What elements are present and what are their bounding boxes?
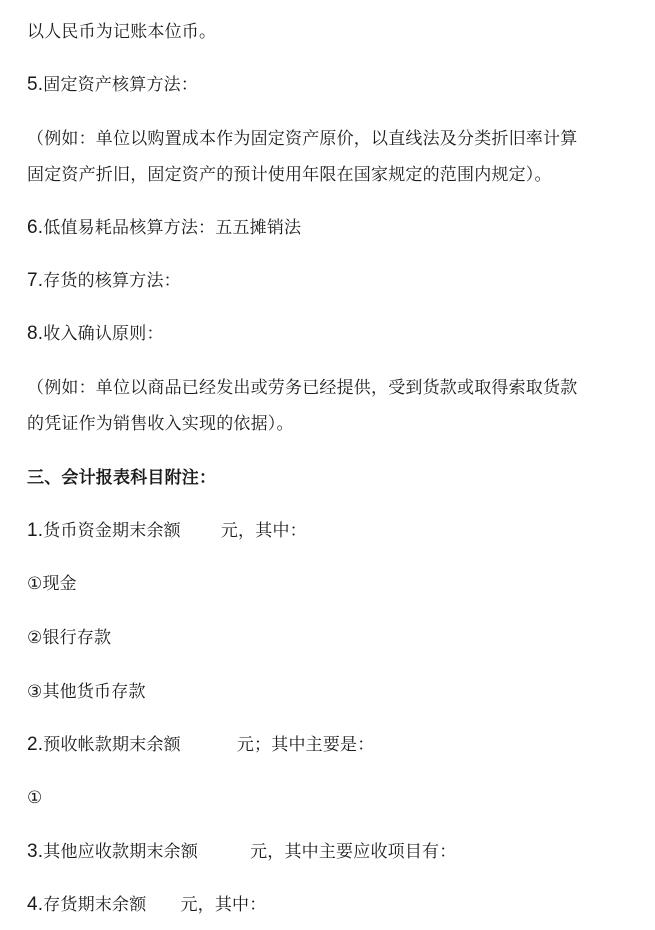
subitem-advances-1 (27, 786, 637, 810)
circled-number: ③ (27, 682, 43, 702)
example-revenue-line-1 (27, 376, 637, 400)
subitem-other-monetary (27, 680, 637, 704)
item-number: 2. (27, 734, 44, 755)
note-4-inventory-balance (27, 893, 637, 917)
item-number: 6. (27, 217, 44, 238)
text: 以人民币为记账本位币。 (27, 22, 217, 42)
item-suffix: 元，其中： (180, 895, 267, 915)
heading-text: 三、会计报表科目附注： (27, 468, 217, 488)
item-suffix: 元，其中： (220, 521, 307, 541)
item-number: 4. (27, 894, 44, 915)
item-number: 7. (27, 270, 44, 291)
subitem-text: 其他货币存款 (42, 682, 146, 702)
note-2-advances-received (27, 733, 637, 757)
item-text: 收入确认原则： (43, 324, 164, 344)
text: 固定资产折旧，固定资产的预计使用年限在国家规定的范围内规定）。 (27, 165, 552, 185)
item-number: 3. (27, 841, 44, 862)
item-5-fixed-assets (27, 73, 637, 97)
item-text: 预收帐款期末余额 (43, 735, 181, 755)
item-text: 低值易耗品核算方法：五五摊销法 (43, 218, 302, 238)
note-1-cash-balance (27, 519, 637, 543)
note-3-other-receivables (27, 840, 637, 864)
circled-number: ① (27, 574, 43, 594)
item-suffix: 元，其中主要应收项目有： (250, 842, 457, 862)
example-revenue-line-2 (27, 412, 637, 436)
text: （例如：单位以商品已经发出或劳务已经提供，受到货款或取得索取货款 (27, 378, 578, 398)
item-text: 其他应收款期末余额 (43, 842, 199, 862)
example-fixed-assets-line-1 (27, 127, 637, 151)
item-suffix: 元；其中主要是： (236, 735, 375, 755)
paragraph-currency (27, 20, 637, 44)
item-7-inventory-method (27, 269, 637, 293)
subitem-text: 现金 (42, 574, 77, 594)
text: 的凭证作为销售收入实现的依据）。 (27, 414, 294, 434)
item-text: 货币资金期末余额 (43, 521, 181, 541)
item-text: 固定资产核算方法： (43, 75, 199, 95)
example-fixed-assets-line-2 (27, 163, 637, 187)
circled-number: ② (27, 628, 43, 648)
item-number: 8. (27, 323, 44, 344)
item-number: 5. (27, 74, 44, 95)
subitem-bank-deposits (27, 626, 637, 650)
item-number: 1. (27, 520, 44, 541)
item-8-revenue-recognition (27, 322, 637, 346)
subitem-cash (27, 572, 637, 596)
circled-number: ① (27, 788, 43, 808)
item-text: 存货的核算方法： (43, 271, 181, 291)
item-6-low-value-consumables (27, 216, 637, 240)
item-text: 存货期末余额 (43, 895, 147, 915)
section-3-heading (27, 466, 637, 490)
text: （例如：单位以购置成本作为固定资产原价，以直线法及分类折旧率计算 (27, 129, 578, 149)
subitem-text: 银行存款 (42, 628, 112, 648)
